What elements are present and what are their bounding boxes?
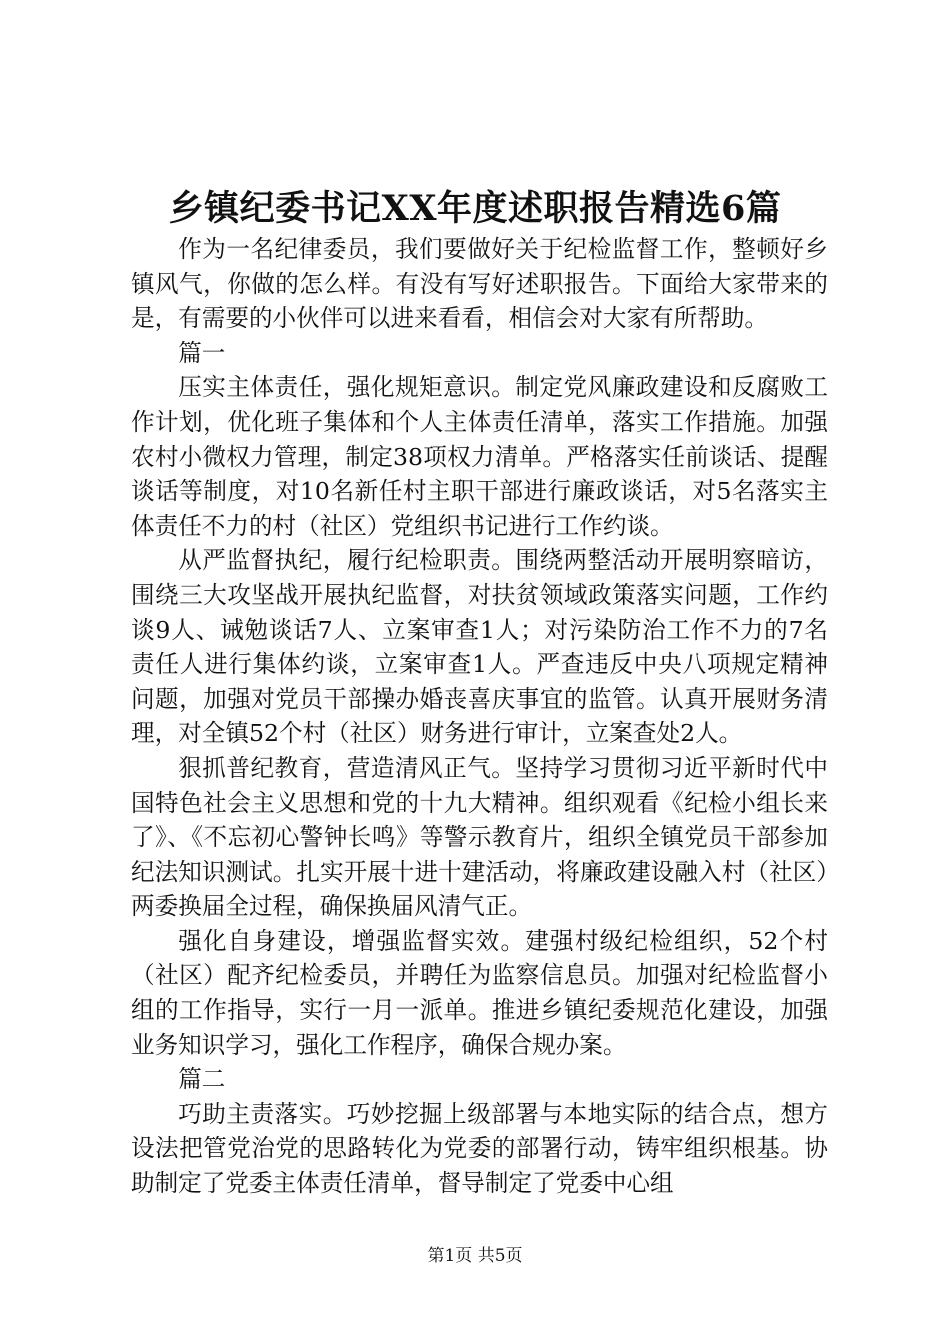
page-number-footer: 第1页 共5页 (427, 1246, 523, 1266)
section-heading: 篇二 (178, 1065, 226, 1094)
body-paragraph: 巧助主责落实。巧妙挖掘上级部署与本地实际的结合点，想方设法把管党治党的思路转化为党委的部署行动，铸牢组织根基。协助制定了党委主体责任清单，督导制定了党委中心组 (131, 1099, 828, 1198)
document-body (131, 232, 828, 1201)
body-paragraph: 压实主体责任，强化规矩意识。制定党风廉政建设和反腐败工作计划，优化班子集体和个人主体责任清单，落实工作措施。加强农村小微权力管理，制定38项权力清单。严格落实任前谈话、提醒谈话等制度，对10名新任村主职干部进行廉政谈话，对5名落实主体责任不力的村（社区）党组织书记进行工作约谈。 (131, 373, 828, 540)
intro-paragraph: 作为一名纪律委员，我们要做好关于纪检监督工作，整顿好乡镇风气，你做的怎么样。有没有写好述职报告。下面给大家带来的是，有需要的小伙伴可以进来看看，相信会对大家有所帮助。 (131, 235, 828, 333)
document-title: 乡镇纪委书记XX年度述职报告精选6篇 (168, 188, 782, 229)
body-paragraph: 从严监督执纪，履行纪检职责。围绕两整活动开展明察暗访，围绕三大攻坚战开展执纪监督，对扶贫领域政策落实问题，工作约谈9人、诫勉谈话7人、立案审查1人；对污染防治工作不力的7名责任人进行集体约谈，立案审查1人。严查违反中央八项规定精神问题，加强对党员干部操办婚丧喜庆事宜的监管。认真开展财务清理，对全镇52个村（社区）财务进行审计，立案查处2人。 (131, 546, 828, 748)
body-paragraph: 狠抓普纪教育，营造清风正气。坚持学习贯彻习近平新时代中国特色社会主义思想和党的十九大精神。组织观看《纪检小组长来了》、《不忘初心警钟长鸣》等警示教育片，组织全镇党员干部参加纪法知识测试。扎实开展十进十建活动，将廉政建设融入村（社区）两委换届全过程，确保换届风清气正。 (131, 753, 828, 921)
section-heading: 篇一 (178, 338, 226, 367)
body-paragraph: 强化自身建设，增强监督实效。建强村级纪检组织，52个村（社区）配齐纪检委员，并聘任为监察信息员。加强对纪检监督小组的工作指导，实行一月一派单。推进乡镇纪委规范化建设，加强业务知识学习，强化工作程序，确保合规办案。 (131, 926, 828, 1059)
